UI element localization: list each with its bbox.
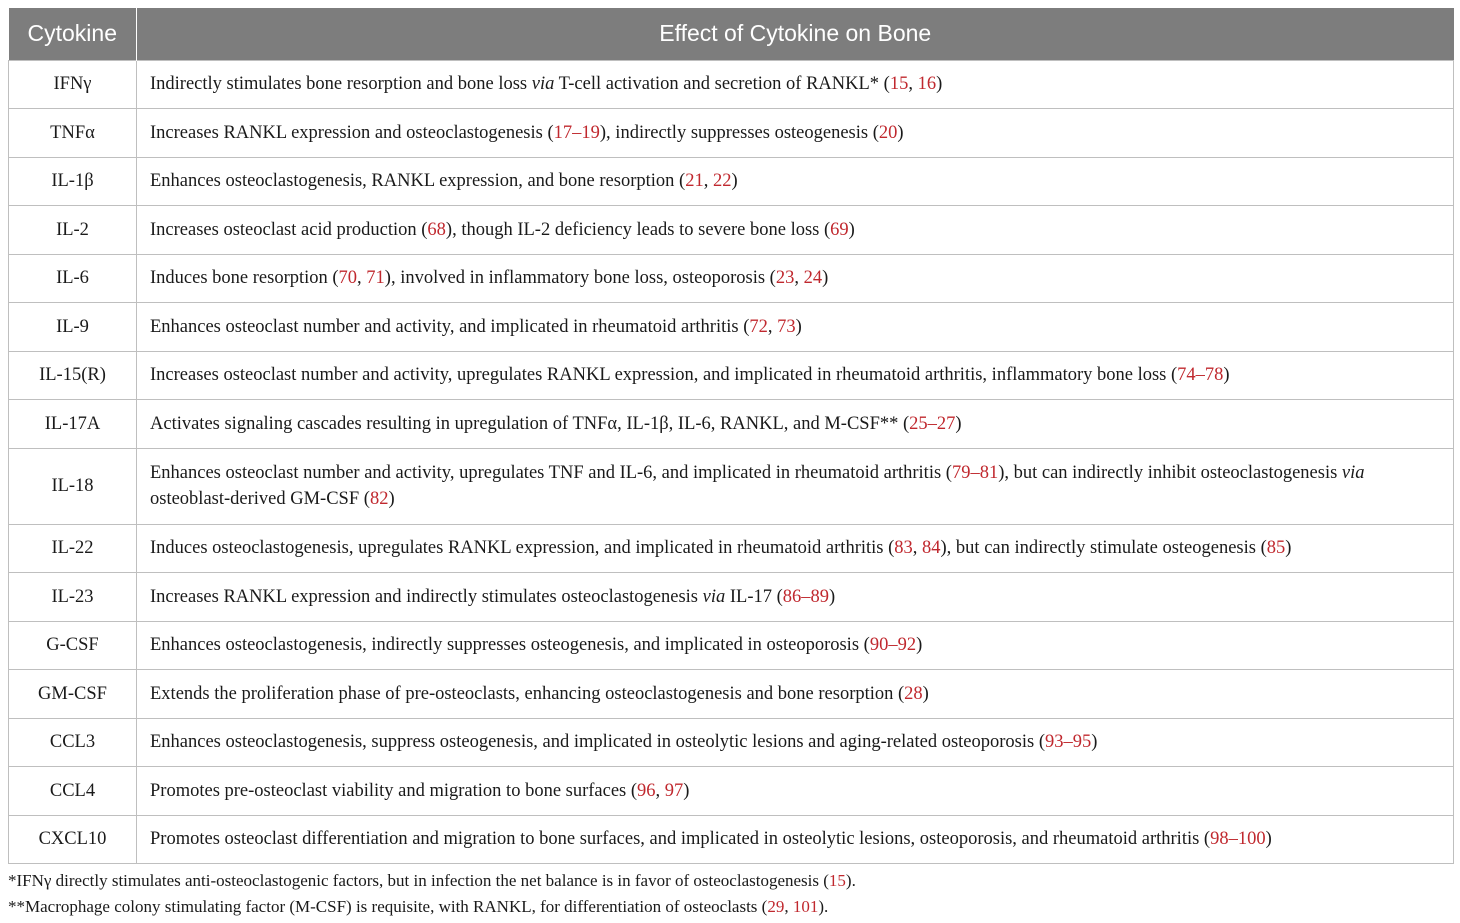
- table-header: [9, 8, 1454, 60]
- reference-link[interactable]: 25–27: [909, 413, 956, 434]
- cytokine-cell: IL-9: [9, 303, 137, 352]
- text-run: ): [388, 489, 395, 509]
- table-row: [9, 448, 1454, 524]
- text-run: Enhances osteoclastogenesis, indirectly suppresses osteogenesis, and implicated in osteoporosis (: [150, 635, 870, 656]
- text-run: ,: [357, 268, 367, 289]
- text-run: ): [731, 171, 738, 192]
- cytokine-table: [8, 8, 1454, 864]
- cytokine-cell: IL-23: [9, 573, 137, 622]
- effect-cell: [137, 351, 1454, 400]
- effect-cell: [137, 254, 1454, 303]
- effect-cell: [137, 400, 1454, 449]
- reference-link[interactable]: 84: [922, 538, 941, 559]
- text-run: Induces osteoclastogenesis, upregulates RANKL expression, and implicated in rheumatoid arthritis (: [150, 538, 895, 559]
- text-run: Enhances osteoclast number and activity, upregulates TNF and IL-6, and implicated in rheumatoid arthritis (: [150, 463, 952, 483]
- table-body: [9, 60, 1454, 864]
- effect-cell: [137, 718, 1454, 767]
- text-run: ): [829, 586, 836, 607]
- table-row: [9, 60, 1454, 109]
- reference-link[interactable]: 20: [878, 122, 898, 143]
- reference-link[interactable]: 82: [369, 489, 389, 509]
- reference-link[interactable]: 69: [830, 219, 849, 240]
- effect-cell: [137, 109, 1454, 158]
- effect-cell: [137, 206, 1454, 255]
- text-run: ), but can indirectly inhibit osteoclastogenesis: [998, 463, 1342, 483]
- cytokine-cell: CCL4: [9, 767, 137, 816]
- reference-link[interactable]: 96: [637, 780, 656, 801]
- table-row: [9, 670, 1454, 719]
- reference-link[interactable]: 73: [777, 316, 796, 337]
- footnote: [8, 868, 856, 894]
- text-run: *IFNγ directly stimulates anti-osteoclastogenic factors, but in infection the net balance is in favor of osteoclastogenesis (: [8, 871, 829, 890]
- effect-cell: [137, 670, 1454, 719]
- italic-text: via: [702, 586, 726, 607]
- reference-link[interactable]: 28: [904, 683, 923, 704]
- header-effect: Effect of Cytokine on Bone: [137, 8, 1454, 60]
- reference-link[interactable]: 97: [664, 780, 684, 801]
- text-run: Indirectly stimulates bone resorption and bone loss: [150, 74, 532, 95]
- header-row: [9, 8, 1454, 60]
- text-run: ,: [655, 780, 665, 801]
- text-run: ): [916, 635, 923, 656]
- text-run: ): [1091, 732, 1098, 753]
- reference-link[interactable]: 22: [712, 171, 732, 192]
- table-row: [9, 524, 1454, 573]
- text-run: ): [936, 74, 943, 95]
- italic-text: via: [1341, 463, 1365, 483]
- reference-link[interactable]: 16: [917, 74, 937, 95]
- reference-link[interactable]: 83: [894, 538, 913, 559]
- reference-link[interactable]: 17–19: [553, 122, 600, 143]
- text-run: ,: [912, 538, 923, 559]
- text-run: ,: [908, 74, 918, 95]
- text-run: ,: [767, 316, 778, 337]
- text-run: Promotes osteoclast differentiation and migration to bone surfaces, and implicated in osteolytic lesions, osteoporosis, and rheumatoid arthritis (: [150, 829, 1211, 850]
- reference-link[interactable]: 23: [775, 268, 795, 289]
- table-row: [9, 573, 1454, 622]
- text-run: **Macrophage colony stimulating factor (M-CSF) is requisite, with RANKL, for differentiation of osteoclasts (: [8, 897, 768, 916]
- effect-cell: [137, 767, 1454, 816]
- text-run: Increases RANKL expression and indirectly stimulates osteoclastogenesis: [150, 586, 703, 607]
- cytokine-cell: IL-18: [9, 448, 137, 524]
- reference-link[interactable]: 15: [889, 74, 909, 95]
- reference-link[interactable]: 21: [685, 171, 704, 192]
- reference-link[interactable]: 101: [792, 897, 819, 916]
- text-run: ): [955, 413, 962, 434]
- text-run: ): [848, 219, 855, 240]
- cytokine-cell: IL-2: [9, 206, 137, 255]
- reference-link[interactable]: 70: [338, 268, 358, 289]
- cytokine-cell: IL-17A: [9, 400, 137, 449]
- cytokine-cell: G-CSF: [9, 621, 137, 670]
- reference-link[interactable]: 79–81: [951, 463, 999, 483]
- table-row: [9, 400, 1454, 449]
- effect-cell: [137, 448, 1454, 524]
- text-run: ,: [703, 171, 713, 192]
- reference-link[interactable]: 15: [828, 871, 846, 890]
- cytokine-table-container: [8, 8, 1453, 864]
- table-row: [9, 157, 1454, 206]
- text-run: Enhances osteoclast number and activity, and implicated in rheumatoid arthritis (: [150, 316, 750, 337]
- text-run: ): [795, 316, 802, 337]
- text-run: Activates signaling cascades resulting in upregulation of TNFα, IL-1β, IL-6, RANKL, and M-CSF** (: [150, 413, 910, 434]
- table-row: [9, 254, 1454, 303]
- reference-link[interactable]: 90–92: [869, 635, 917, 656]
- effect-cell: [137, 60, 1454, 109]
- table-row: [9, 718, 1454, 767]
- text-run: ), but can indirectly stimulate osteogenesis (: [940, 538, 1267, 559]
- footnote: [8, 894, 856, 920]
- cytokine-cell: IFNγ: [9, 60, 137, 109]
- cytokine-cell: CXCL10: [9, 815, 137, 864]
- effect-cell: [137, 621, 1454, 670]
- header-cytokine: Cytokine: [9, 8, 137, 60]
- table-row: [9, 815, 1454, 864]
- cytokine-cell: IL-1β: [9, 157, 137, 206]
- text-run: ): [683, 780, 690, 801]
- text-run: ).: [818, 897, 829, 916]
- text-run: Promotes pre-osteoclast viability and migration to bone surfaces (: [150, 780, 638, 801]
- effect-cell: [137, 524, 1454, 573]
- reference-link[interactable]: 29: [767, 897, 785, 916]
- effect-cell: [137, 573, 1454, 622]
- reference-link[interactable]: 85: [1266, 538, 1286, 559]
- table-row: [9, 206, 1454, 255]
- effect-cell: [137, 815, 1454, 864]
- text-run: ,: [794, 268, 804, 289]
- text-run: ): [1265, 829, 1272, 850]
- text-run: Increases osteoclast number and activity, upregulates RANKL expression, and implicated in rheumatoid arthritis, inflammatory bone loss (: [150, 365, 1178, 386]
- text-run: ), indirectly suppresses osteogenesis (: [599, 122, 879, 143]
- cytokine-cell: IL-6: [9, 254, 137, 303]
- text-run: ): [897, 122, 904, 143]
- effect-cell: [137, 157, 1454, 206]
- reference-link[interactable]: 93–95: [1045, 732, 1092, 753]
- text-run: ): [822, 268, 829, 289]
- reference-link[interactable]: 71: [366, 268, 385, 289]
- cytokine-cell: TNFα: [9, 109, 137, 158]
- text-run: Enhances osteoclastogenesis, RANKL expression, and bone resorption (: [150, 171, 686, 192]
- text-run: ): [1285, 538, 1292, 559]
- cytokine-cell: IL-22: [9, 524, 137, 573]
- reference-link[interactable]: 98–100: [1210, 829, 1266, 850]
- text-run: osteoblast-derived GM-CSF (: [150, 489, 370, 509]
- text-run: IL-17 (: [725, 586, 783, 607]
- text-run: Increases osteoclast acid production (: [150, 219, 428, 240]
- effect-cell: [137, 303, 1454, 352]
- text-run: ): [922, 683, 929, 704]
- text-run: Enhances osteoclastogenesis, suppress osteogenesis, and implicated in osteolytic lesions and aging-related osteoporosis (: [150, 732, 1045, 753]
- text-run: ,: [784, 897, 793, 916]
- table-row: [9, 109, 1454, 158]
- text-run: ), involved in inflammatory bone loss, osteoporosis (: [384, 268, 776, 289]
- text-run: T-cell activation and secretion of RANKL* (: [554, 74, 890, 95]
- text-run: ), though IL-2 deficiency leads to severe bone loss (: [445, 219, 831, 240]
- table-row: [9, 351, 1454, 400]
- cytokine-cell: GM-CSF: [9, 670, 137, 719]
- reference-link[interactable]: 68: [427, 219, 446, 240]
- table-row: [9, 767, 1454, 816]
- cytokine-cell: CCL3: [9, 718, 137, 767]
- text-run: ).: [845, 871, 856, 890]
- cytokine-cell: IL-15(R): [9, 351, 137, 400]
- table-row: [9, 621, 1454, 670]
- reference-link[interactable]: 74–78: [1177, 365, 1224, 386]
- reference-link[interactable]: 24: [803, 268, 823, 289]
- reference-link[interactable]: 86–89: [782, 586, 830, 607]
- text-run: Induces bone resorption (: [150, 268, 339, 289]
- text-run: ): [1223, 365, 1230, 386]
- text-run: Increases RANKL expression and osteoclastogenesis (: [150, 122, 554, 143]
- table-row: [9, 303, 1454, 352]
- reference-link[interactable]: 72: [749, 316, 768, 337]
- table-footnotes: [8, 868, 856, 920]
- text-run: Extends the proliferation phase of pre-osteoclasts, enhancing osteoclastogenesis and bone resorption (: [150, 683, 905, 704]
- italic-text: via: [531, 74, 555, 95]
